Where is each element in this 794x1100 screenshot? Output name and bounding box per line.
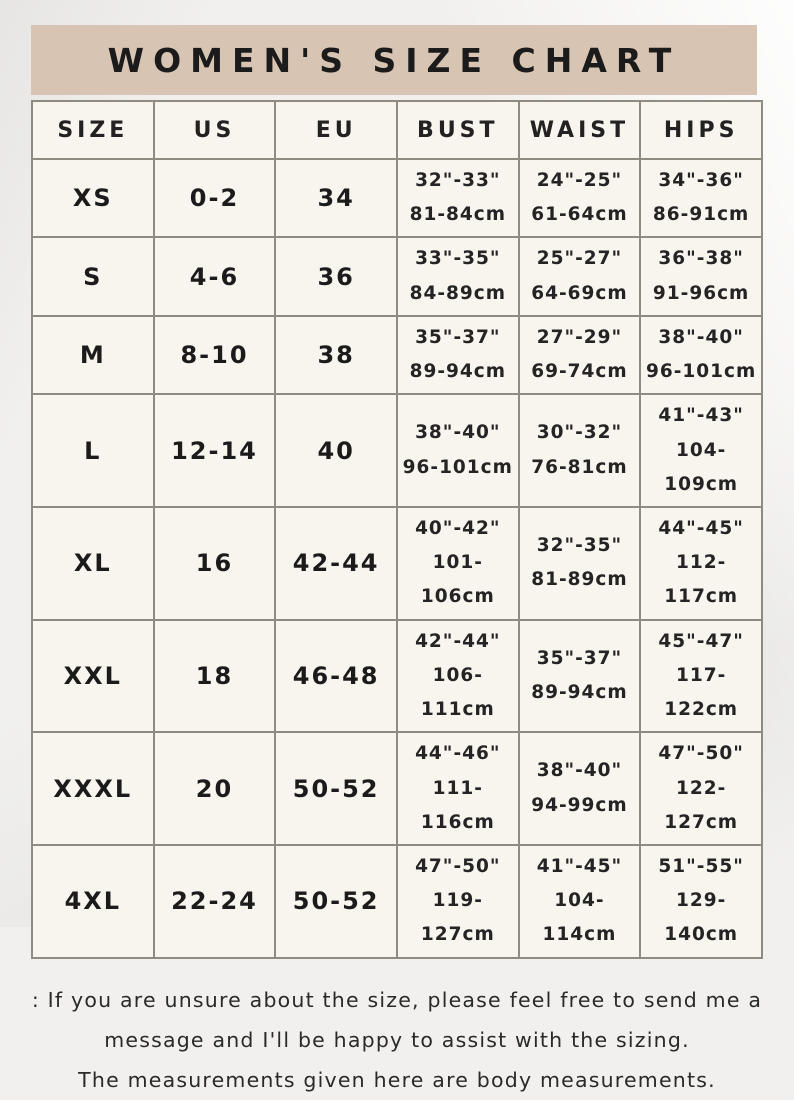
us-size: 12-14 <box>154 394 276 507</box>
page-title: WOMEN'S SIZE CHART <box>107 40 681 80</box>
footer-line-2: message and I'll be happy to assist with the sizing. <box>104 1027 690 1052</box>
table-row <box>32 237 762 315</box>
us-size: 22-24 <box>154 845 276 958</box>
hips-inches: 45"-47" <box>658 630 744 652</box>
bust-measurement <box>397 394 519 507</box>
eu-size: 34 <box>275 159 397 237</box>
bust-measurement <box>397 620 519 733</box>
waist-measurement <box>519 732 641 845</box>
size-label: M <box>32 316 154 394</box>
eu-size: 38 <box>275 316 397 394</box>
bust-inches: 44"-46" <box>415 743 501 765</box>
hips-measurement <box>640 507 762 620</box>
hips-inches: 47"-50" <box>658 743 744 765</box>
column-header-size: SIZE <box>32 101 154 159</box>
bust-cm: 84-89cm <box>409 282 506 304</box>
table-row <box>32 316 762 394</box>
hips-measurement <box>640 394 762 507</box>
size-label: XS <box>32 159 154 237</box>
waist-inches: 25"-27" <box>536 248 623 270</box>
hips-cm: 104-109cm <box>664 439 739 495</box>
waist-measurement <box>519 394 641 507</box>
waist-measurement <box>519 237 641 315</box>
table-row <box>32 394 762 507</box>
bust-inches: 35"-37" <box>415 326 501 348</box>
title-band <box>31 25 757 95</box>
hips-cm: 117-122cm <box>664 664 739 721</box>
hips-cm: 129-140cm <box>664 890 739 946</box>
waist-inches: 32"-35" <box>536 535 623 557</box>
hips-measurement <box>640 237 762 315</box>
footer-line-1: : If you are unsure about the size, please feel free to send me a <box>31 987 763 1012</box>
bust-cm: 89-94cm <box>409 361 506 383</box>
waist-measurement <box>519 316 641 394</box>
bust-measurement <box>397 316 519 394</box>
eu-size: 42-44 <box>275 507 397 620</box>
waist-cm: 81-89cm <box>531 569 628 591</box>
table-row <box>32 620 762 733</box>
us-size: 0-2 <box>154 159 276 237</box>
us-size: 20 <box>154 732 276 845</box>
hips-inches: 38"-40" <box>658 326 744 348</box>
waist-inches: 24"-25" <box>536 170 623 191</box>
hips-measurement <box>640 159 762 237</box>
bust-inches: 32"-33" <box>415 170 501 191</box>
waist-cm: 61-64cm <box>531 204 628 226</box>
us-size: 16 <box>154 507 276 620</box>
hips-cm: 91-96cm <box>652 282 750 304</box>
table-row <box>32 732 762 845</box>
hips-cm: 86-91cm <box>652 204 750 226</box>
column-header-us: US <box>154 101 276 159</box>
waist-cm: 64-69cm <box>531 282 628 304</box>
waist-measurement <box>519 507 641 620</box>
hips-measurement <box>640 316 762 394</box>
hips-measurement <box>640 845 762 958</box>
header-row <box>32 101 762 159</box>
waist-cm: 104-114cm <box>542 890 617 946</box>
bust-measurement <box>397 159 519 237</box>
waist-measurement <box>519 159 641 237</box>
hips-cm: 96-101cm <box>645 361 757 383</box>
bust-inches: 40"-42" <box>415 517 501 539</box>
waist-measurement <box>519 845 641 958</box>
bust-cm: 111-116cm <box>420 777 495 833</box>
hips-inches: 36"-38" <box>658 248 744 270</box>
bust-measurement <box>397 732 519 845</box>
size-label: XL <box>32 507 154 620</box>
bust-measurement <box>397 845 519 958</box>
table-row <box>32 159 762 237</box>
hips-inches: 44"-45" <box>658 517 744 539</box>
waist-inches: 35"-37" <box>536 647 623 669</box>
waist-inches: 41"-45" <box>536 855 623 877</box>
size-chart-table <box>31 100 763 959</box>
size-label: XXL <box>32 620 154 733</box>
hips-cm: 122-127cm <box>664 777 739 833</box>
table-row <box>32 507 762 620</box>
eu-size: 40 <box>275 394 397 507</box>
hips-measurement <box>640 620 762 733</box>
us-size: 4-6 <box>154 237 276 315</box>
bust-cm: 81-84cm <box>409 204 506 226</box>
eu-size: 46-48 <box>275 620 397 733</box>
hips-cm: 112-117cm <box>664 552 739 608</box>
footer-line-3: The measurements given here are body measurements. <box>78 1067 716 1092</box>
hips-inches: 34"-36" <box>658 170 744 191</box>
waist-cm: 89-94cm <box>531 681 628 703</box>
bust-measurement <box>397 507 519 620</box>
waist-inches: 38"-40" <box>536 760 623 782</box>
column-header-bust: BUST <box>397 101 519 159</box>
waist-measurement <box>519 620 641 733</box>
table-row <box>32 845 762 958</box>
hips-measurement <box>640 732 762 845</box>
column-header-waist: WAIST <box>519 101 641 159</box>
waist-inches: 30"-32" <box>536 422 623 444</box>
footer-note <box>31 980 763 1100</box>
waist-cm: 94-99cm <box>531 794 628 816</box>
bust-inches: 42"-44" <box>415 630 501 652</box>
us-size: 18 <box>154 620 276 733</box>
bust-inches: 47"-50" <box>415 855 501 877</box>
column-header-eu: EU <box>275 101 397 159</box>
bust-inches: 38"-40" <box>415 422 501 444</box>
hips-inches: 51"-55" <box>658 855 744 877</box>
hips-inches: 41"-43" <box>658 405 744 427</box>
size-label: 4XL <box>32 845 154 958</box>
eu-size: 50-52 <box>275 732 397 845</box>
column-header-hips: HIPS <box>640 101 762 159</box>
waist-cm: 69-74cm <box>531 361 628 383</box>
waist-inches: 27"-29" <box>536 326 623 348</box>
bust-cm: 106-111cm <box>420 664 495 721</box>
waist-cm: 76-81cm <box>531 456 628 478</box>
bust-cm: 96-101cm <box>402 456 513 478</box>
bust-measurement <box>397 237 519 315</box>
bust-cm: 119-127cm <box>420 890 495 946</box>
eu-size: 50-52 <box>275 845 397 958</box>
us-size: 8-10 <box>154 316 276 394</box>
size-label: L <box>32 394 154 507</box>
size-label: XXXL <box>32 732 154 845</box>
bust-inches: 33"-35" <box>415 248 501 270</box>
eu-size: 36 <box>275 237 397 315</box>
bust-cm: 101-106cm <box>420 552 495 608</box>
size-label: S <box>32 237 154 315</box>
